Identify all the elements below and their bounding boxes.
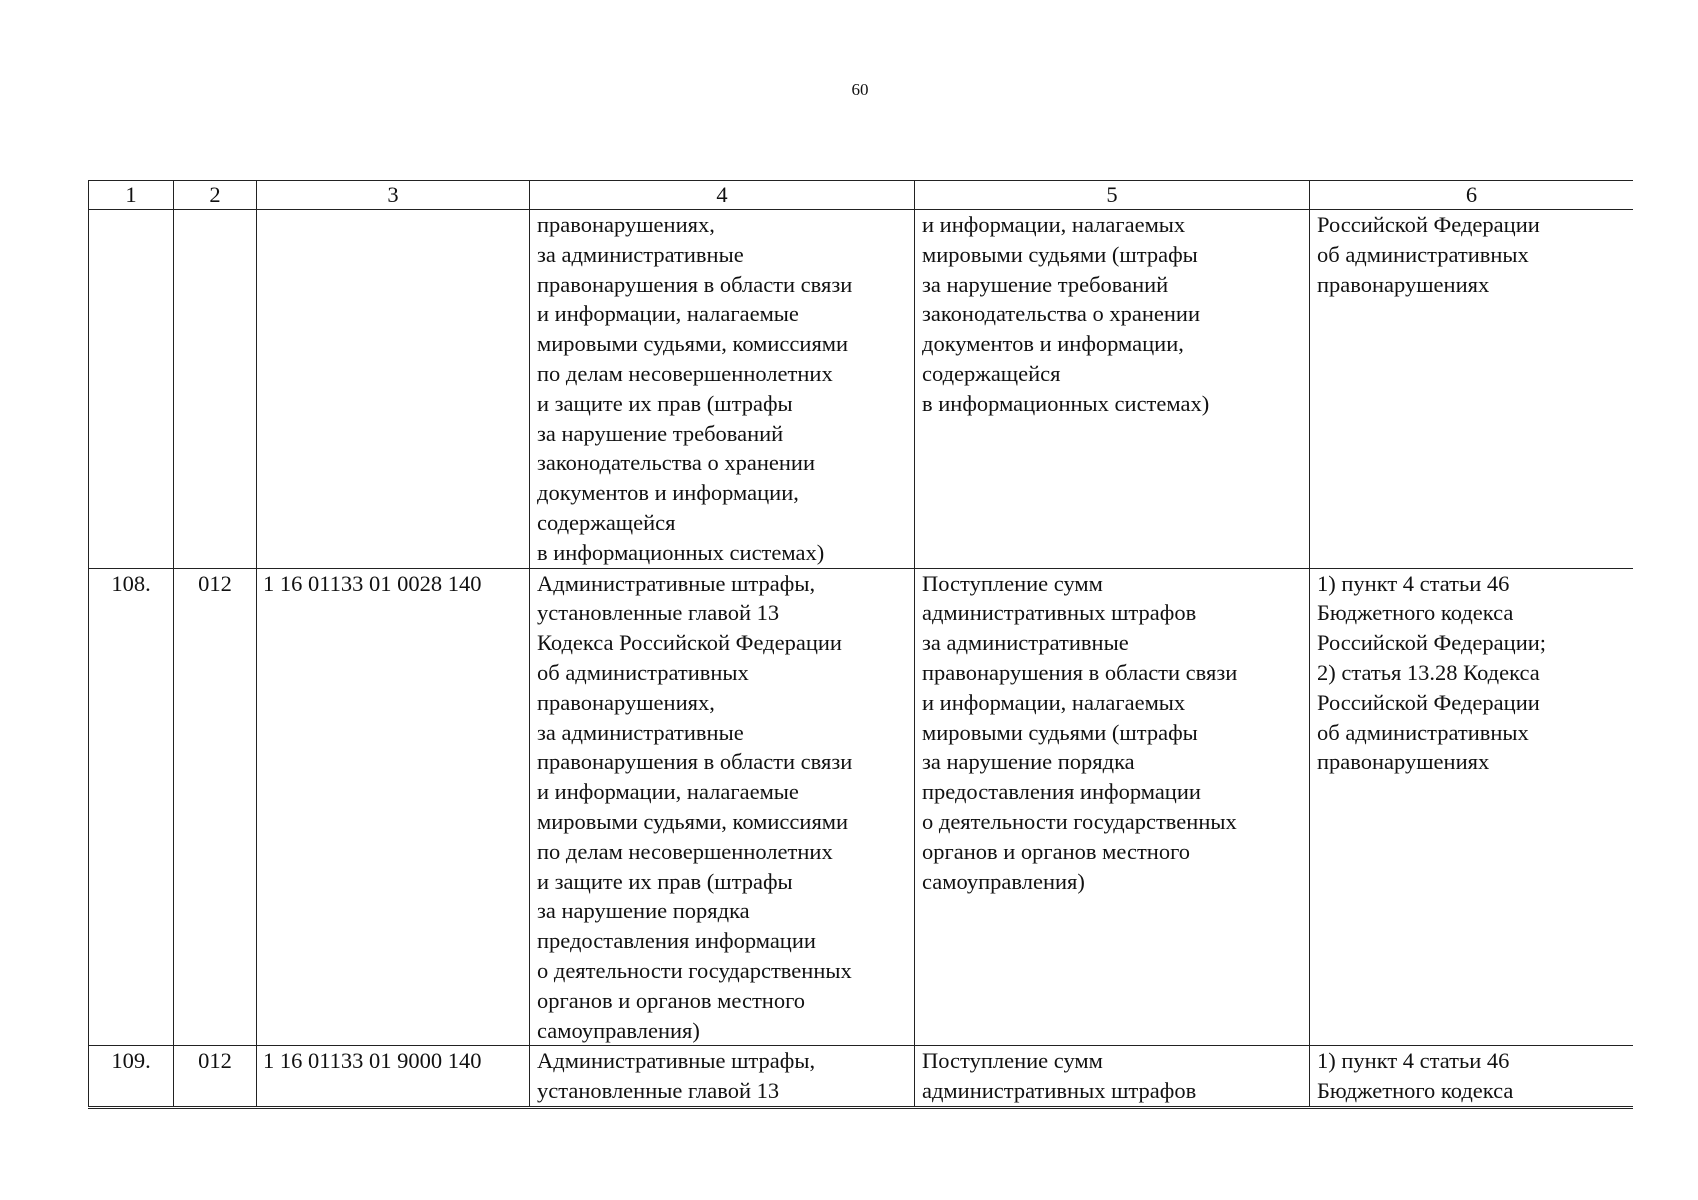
kbk-code-cell: 1 16 01133 01 9000 140 xyxy=(257,1046,530,1107)
page-number: 60 xyxy=(851,80,869,99)
admin-code-cell: 012 xyxy=(174,568,257,1046)
admin-code-cell xyxy=(174,210,257,569)
column-header: 3 xyxy=(257,181,530,210)
legal-basis-cell: 1) пункт 4 статьи 46 Бюджетного кодекса Российской Федерации; 2) статья 13.28 Кодекса Российской Федерации об административных правонарушениях xyxy=(1310,568,1634,1046)
table-header-row xyxy=(89,181,1634,210)
table-row xyxy=(89,1046,1634,1107)
revenue-name-cell: правонарушениях, за административные правонарушения в области связи и информации, налагаемые мировыми судьями, комиссиями по делам несовершеннолетних и защите их прав (штрафы за нарушение требований законодательства о хранении документов и информации, содержащейся в информационных системах) xyxy=(530,210,915,569)
column-header: 4 xyxy=(530,181,915,210)
column-header: 6 xyxy=(1310,181,1634,210)
row-number-cell: 109. xyxy=(89,1046,174,1107)
revenue-name-cell: Административные штрафы, установленные главой 13 xyxy=(530,1046,915,1107)
revenue-name-cell: Административные штрафы, установленные главой 13 Кодекса Российской Федерации об административных правонарушениях, за административные правонарушения в области связи и информации, налагаемые мировыми судьями, комиссиями по делам несовершеннолетних и защите их прав (штрафы за нарушение порядка предоставления информации о деятельности государственных органов и органов местного самоуправления) xyxy=(530,568,915,1046)
legal-basis-cell: Российской Федерации об административных правонарушениях xyxy=(1310,210,1634,569)
legal-basis-cell: 1) пункт 4 статьи 46 Бюджетного кодекса xyxy=(1310,1046,1634,1107)
revenue-description-cell: и информации, налагаемых мировыми судьями (штрафы за нарушение требований законодательства о хранении документов и информации, содержащейся в информационных системах) xyxy=(915,210,1310,569)
column-header: 1 xyxy=(89,181,174,210)
budget-codes-table xyxy=(88,180,1633,1107)
revenue-description-cell: Поступление сумм административных штрафов за административные правонарушения в области связи и информации, налагаемых мировыми судьями (штрафы за нарушение порядка предоставления информации о деятельности государственных органов и органов местного самоуправления) xyxy=(915,568,1310,1046)
admin-code-cell: 012 xyxy=(174,1046,257,1107)
table-row xyxy=(89,568,1634,1046)
row-number-cell xyxy=(89,210,174,569)
kbk-code-cell xyxy=(257,210,530,569)
row-number-cell: 108. xyxy=(89,568,174,1046)
revenue-description-cell: Поступление сумм административных штрафов xyxy=(915,1046,1310,1107)
kbk-code-cell: 1 16 01133 01 0028 140 xyxy=(257,568,530,1046)
column-header: 2 xyxy=(174,181,257,210)
column-header: 5 xyxy=(915,181,1310,210)
table-row xyxy=(89,210,1634,569)
budget-codes-table-wrap xyxy=(88,180,1633,1109)
